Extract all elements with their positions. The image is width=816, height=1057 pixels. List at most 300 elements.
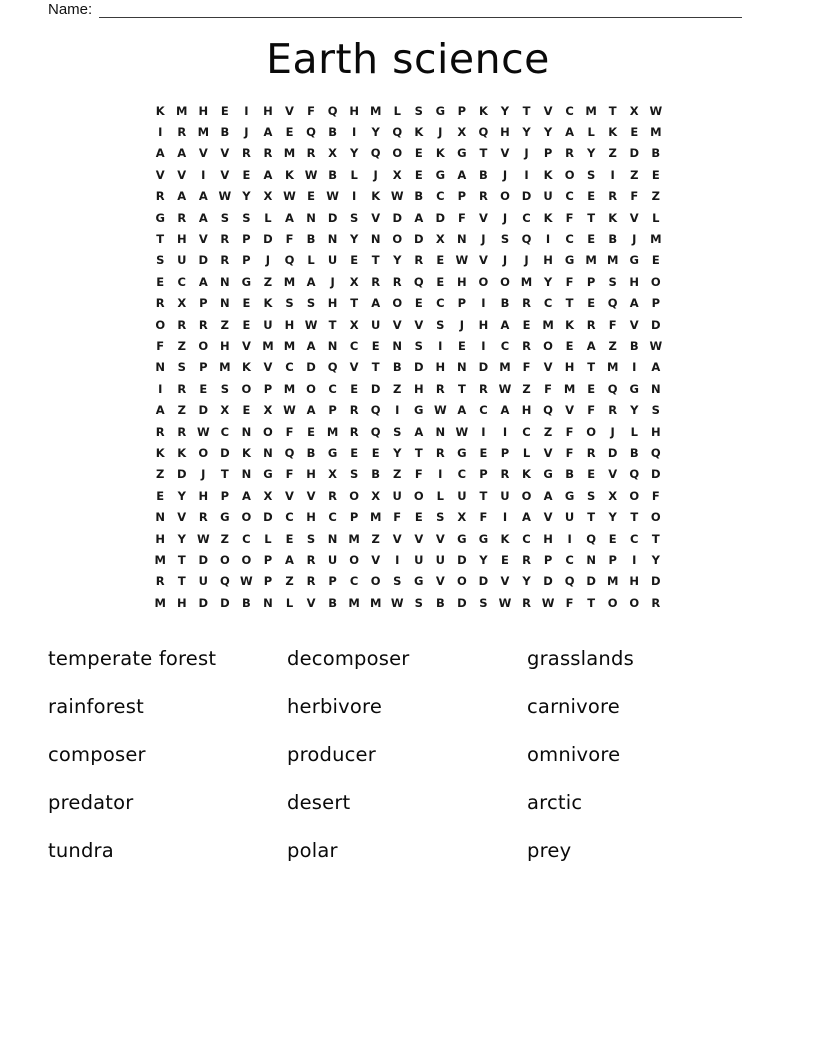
grid-letter: Z [220, 531, 230, 546]
grid-letter: H [284, 317, 295, 332]
grid-letter: F [156, 338, 165, 353]
grid-letter: G [155, 210, 165, 225]
grid-letter: E [501, 552, 509, 567]
grid-letter: I [438, 467, 443, 482]
grid-letter: G [241, 274, 252, 289]
grid-letter: T [587, 210, 596, 225]
grid-letter: M [326, 424, 339, 439]
grid-letter: T [565, 296, 574, 311]
grid-letter: O [349, 552, 360, 567]
grid-letter: Y [543, 125, 553, 140]
grid-letter: T [587, 510, 596, 525]
grid-letter: W [649, 103, 663, 118]
grid-letter: V [478, 253, 488, 268]
grid-letter: T [350, 296, 359, 311]
grid-letter: W [196, 531, 210, 546]
grid-letter: Z [651, 189, 660, 204]
grid-letter: Q [370, 424, 381, 439]
grid-letter: B [629, 338, 639, 353]
grid-row [149, 250, 666, 271]
grid-letter: D [220, 445, 230, 460]
grid-letter: L [522, 445, 531, 460]
grid-letter: G [263, 467, 273, 482]
grid-letter: R [565, 146, 575, 161]
word-list-item: predator [48, 790, 134, 814]
grid-letter: A [414, 210, 424, 225]
grid-letter: N [650, 381, 661, 396]
grid-letter: H [457, 274, 467, 289]
grid-letter: E [156, 488, 165, 503]
word-list-item: temperate forest [48, 646, 217, 670]
grid-letter: H [564, 360, 575, 375]
grid-letter: L [264, 210, 272, 225]
word-list-item: arctic [527, 790, 583, 814]
word-list-item: decomposer [287, 646, 410, 670]
grid-letter: R [522, 552, 531, 567]
grid-letter: A [457, 167, 467, 182]
grid-letter: Z [543, 424, 553, 439]
grid-letter: R [392, 274, 402, 289]
grid-letter: S [500, 232, 510, 247]
grid-letter: I [395, 403, 400, 418]
grid-letter: F [479, 510, 488, 525]
grid-letter: S [608, 274, 617, 289]
grid-letter: X [349, 317, 359, 332]
grid-letter: S [414, 338, 423, 353]
grid-letter: F [457, 210, 466, 225]
grid-letter: B [328, 125, 337, 140]
grid-letter: C [565, 103, 574, 118]
name-row [48, 1, 742, 18]
grid-letter: J [373, 167, 378, 182]
grid-letter: V [306, 488, 316, 503]
grid-letter: R [414, 253, 424, 268]
grid-letter: V [543, 103, 553, 118]
grid-letter: T [220, 467, 229, 482]
grid-letter: M [283, 381, 296, 396]
grid-letter: S [220, 381, 229, 396]
grid-letter: D [457, 595, 467, 610]
grid-letter: Y [479, 552, 488, 567]
grid-letter: K [543, 210, 553, 225]
grid-letter: G [435, 103, 446, 118]
grid-letter: J [330, 274, 335, 289]
grid-letter: V [392, 531, 402, 546]
grid-letter: Y [349, 146, 359, 161]
grid-letter: P [349, 510, 359, 525]
grid-letter: P [457, 103, 467, 118]
grid-letter: G [457, 445, 467, 460]
grid-letter: D [392, 210, 402, 225]
grid-letter: Q [607, 381, 618, 396]
grid-letter: A [500, 403, 510, 418]
grid-row [149, 549, 666, 570]
grid-letter: D [521, 189, 532, 204]
grid-letter: S [393, 574, 402, 589]
grid-letter: A [241, 488, 251, 503]
grid-letter: Y [608, 510, 617, 525]
grid-letter: R [586, 445, 596, 460]
grid-letter: I [244, 103, 249, 118]
grid-letter: M [283, 146, 296, 161]
grid-letter: F [522, 360, 531, 375]
grid-letter: W [218, 189, 232, 204]
grid-letter: D [263, 232, 273, 247]
grid-letter: G [220, 510, 230, 525]
grid-letter: P [263, 552, 273, 567]
grid-letter: S [436, 317, 445, 332]
grid-letter: B [220, 125, 230, 140]
grid-letter: Y [177, 488, 186, 503]
grid-letter: F [285, 424, 294, 439]
grid-letter: I [351, 125, 357, 140]
grid-letter: R [608, 403, 618, 418]
grid-letter: A [198, 210, 208, 225]
grid-letter: R [306, 146, 316, 161]
grid-letter: K [608, 210, 618, 225]
grid-letter: S [349, 210, 359, 225]
grid-letter: P [220, 488, 230, 503]
grid-letter: H [155, 531, 166, 546]
grid-letter: C [457, 467, 467, 482]
grid-letter: B [565, 467, 574, 482]
grid-letter: E [651, 167, 660, 182]
grid-letter: I [158, 381, 163, 396]
grid-letter: F [393, 510, 402, 525]
grid-letter: Q [306, 125, 316, 140]
grid-row [149, 357, 666, 378]
grid-letter: C [177, 274, 186, 289]
grid-letter: Q [543, 403, 553, 418]
grid-letter: O [241, 510, 252, 525]
grid-letter: R [177, 381, 187, 396]
grid-letter: V [198, 232, 208, 247]
grid-letter: O [650, 510, 661, 525]
grid-letter: R [608, 189, 618, 204]
grid-letter: W [326, 189, 339, 204]
grid-letter: X [371, 488, 381, 503]
grid-letter: M [585, 103, 597, 118]
grid-row [149, 143, 666, 164]
grid-letter: O [241, 552, 252, 567]
grid-letter: E [587, 189, 596, 204]
grid-letter: W [498, 381, 512, 396]
grid-letter: A [651, 360, 661, 375]
grid-letter: F [544, 381, 552, 396]
grid-letter: I [632, 360, 637, 375]
grid-letter: H [306, 467, 316, 482]
grid-letter: K [263, 296, 273, 311]
grid-letter: H [478, 317, 489, 332]
grid-row [149, 164, 666, 185]
grid-letter: A [155, 146, 165, 161]
grid-letter: G [457, 146, 467, 161]
grid-letter: M [176, 103, 188, 118]
grid-letter: G [564, 253, 575, 268]
grid-letter: X [263, 488, 273, 503]
grid-letter: O [629, 488, 640, 503]
grid-letter: U [198, 574, 208, 589]
grid-letter: H [629, 274, 640, 289]
grid-row [149, 421, 666, 442]
grid-letter: R [435, 445, 445, 460]
grid-letter: V [306, 595, 316, 610]
grid-letter: H [349, 103, 359, 118]
word-list-item: composer [48, 742, 146, 766]
grid-letter: A [285, 552, 294, 567]
grid-letter: V [500, 146, 510, 161]
grid-letter: U [457, 488, 467, 503]
grid-letter: O [586, 424, 597, 439]
grid-row [149, 528, 666, 549]
grid-letter: C [328, 381, 337, 396]
grid-letter: A [263, 125, 273, 140]
word-list-item: rainforest [48, 694, 144, 718]
grid-letter: M [585, 253, 597, 268]
grid-letter: Q [392, 125, 403, 140]
grid-letter: O [349, 488, 360, 503]
grid-letter: A [414, 424, 424, 439]
grid-row [149, 485, 666, 506]
grid-letter: I [502, 510, 508, 525]
grid-letter: A [177, 189, 187, 204]
grid-letter: F [608, 317, 617, 332]
grid-letter: N [327, 531, 338, 546]
grid-letter: X [349, 274, 359, 289]
grid-letter: R [651, 595, 661, 610]
grid-letter: X [608, 488, 618, 503]
grid-row [149, 378, 666, 399]
grid-letter: I [395, 552, 400, 567]
grid-letter: S [306, 296, 316, 311]
grid-letter: V [478, 210, 488, 225]
grid-letter: U [564, 510, 575, 525]
grid-letter: X [457, 125, 467, 140]
grid-letter: M [606, 253, 619, 268]
grid-letter: O [198, 445, 209, 460]
grid-letter: H [263, 103, 273, 118]
grid-letter: U [327, 253, 338, 268]
grid-row [149, 228, 666, 249]
grid-letter: C [328, 510, 337, 525]
grid-letter: C [565, 232, 574, 247]
grid-letter: C [565, 552, 574, 567]
grid-letter: Y [500, 103, 510, 118]
grid-letter: R [241, 146, 251, 161]
grid-letter: I [502, 424, 508, 439]
grid-letter: V [629, 317, 639, 332]
grid-letter: H [198, 488, 209, 503]
grid-letter: L [264, 531, 272, 546]
grid-letter: N [241, 424, 252, 439]
grid-letter: Z [608, 146, 617, 161]
grid-letter: E [307, 424, 315, 439]
grid-letter: M [650, 232, 662, 247]
grid-letter: E [630, 125, 639, 140]
grid-letter: C [349, 338, 359, 353]
grid-letter: E [565, 338, 574, 353]
grid-letter: B [629, 445, 639, 460]
grid-letter: W [390, 189, 404, 204]
grid-letter: I [632, 552, 637, 567]
grid-letter: A [543, 488, 553, 503]
grid-letter: V [371, 552, 381, 567]
grid-letter: K [241, 445, 251, 460]
grid-letter: C [500, 338, 510, 353]
grid-letter: D [198, 403, 209, 418]
grid-letter: B [306, 445, 316, 460]
grid-letter: P [328, 403, 337, 418]
word-list-item: tundra [48, 838, 114, 862]
grid-letter: S [587, 167, 596, 182]
grid-letter: U [177, 253, 187, 268]
grid-letter: R [306, 552, 316, 567]
grid-letter: T [608, 103, 617, 118]
grid-letter: N [241, 467, 252, 482]
grid-letter: H [543, 253, 553, 268]
grid-letter: E [522, 317, 531, 332]
grid-letter: O [241, 381, 252, 396]
grid-letter: P [263, 381, 273, 396]
grid-row [149, 271, 666, 292]
grid-letter: X [328, 467, 338, 482]
grid-letter: S [242, 210, 251, 225]
grid-letter: Z [285, 574, 294, 589]
grid-letter: J [459, 317, 464, 332]
grid-letter: T [651, 531, 660, 546]
grid-letter: R [155, 296, 165, 311]
grid-letter: D [651, 574, 661, 589]
page-title: Earth science [266, 35, 550, 83]
grid-letter: B [479, 167, 488, 182]
grid-letter: I [481, 296, 486, 311]
grid-letter: R [328, 488, 338, 503]
grid-letter: F [307, 103, 315, 118]
grid-letter: D [414, 232, 424, 247]
grid-letter: A [586, 338, 596, 353]
grid-letter: X [177, 296, 187, 311]
grid-letter: M [197, 125, 210, 140]
grid-letter: P [263, 574, 273, 589]
grid-letter: K [522, 467, 531, 482]
grid-letter: D [629, 146, 640, 161]
grid-letter: U [392, 488, 402, 503]
grid-letter: X [220, 403, 230, 418]
word-list [48, 634, 768, 874]
grid-letter: G [543, 467, 553, 482]
grid-letter: T [371, 360, 380, 375]
grid-letter: Q [327, 360, 338, 375]
grid-letter: J [201, 467, 206, 482]
grid-letter: A [198, 189, 208, 204]
grid-letter: U [414, 552, 424, 567]
grid-letter: K [435, 146, 445, 161]
grid-letter: G [435, 167, 446, 182]
grid-letter: L [285, 595, 294, 610]
grid-letter: Z [263, 274, 273, 289]
grid-letter: I [158, 125, 163, 140]
grid-letter: K [371, 189, 381, 204]
grid-letter: Y [349, 232, 359, 247]
grid-letter: M [369, 103, 382, 118]
grid-letter: O [543, 338, 553, 353]
grid-letter: M [283, 338, 296, 353]
grid-letter: V [371, 210, 381, 225]
grid-row [149, 592, 666, 613]
grid-letter: Q [650, 445, 661, 460]
grid-letter: H [543, 531, 553, 546]
grid-letter: E [156, 274, 165, 289]
grid-letter: I [201, 167, 206, 182]
grid-letter: Q [629, 467, 640, 482]
grid-letter: W [283, 189, 296, 204]
grid-letter: B [651, 146, 661, 161]
grid-letter: R [198, 317, 208, 332]
grid-letter: V [543, 445, 553, 460]
grid-letter: M [154, 595, 166, 610]
grid-letter: A [306, 274, 316, 289]
grid-letter: D [220, 595, 230, 610]
grid-letter: L [630, 424, 638, 439]
word-list-item: desert [287, 790, 351, 814]
grid-letter: E [587, 296, 596, 311]
grid-letter: N [263, 595, 273, 610]
grid-letter: T [177, 552, 186, 567]
grid-letter: R [349, 403, 359, 418]
grid-letter: H [176, 595, 187, 610]
grid-letter: V [177, 167, 187, 182]
grid-letter: A [177, 146, 187, 161]
grid-letter: C [522, 424, 531, 439]
grid-letter: B [306, 232, 316, 247]
grid-letter: V [241, 338, 251, 353]
grid-letter: K [478, 103, 488, 118]
grid-letter: E [350, 253, 359, 268]
grid-letter: S [177, 360, 186, 375]
grid-row [149, 100, 666, 121]
grid-letter: K [285, 167, 294, 182]
grid-letter: E [414, 167, 423, 182]
grid-letter: V [285, 488, 294, 503]
grid-letter: S [436, 510, 445, 525]
grid-letter: N [392, 338, 403, 353]
grid-letter: H [435, 360, 446, 375]
grid-letter: T [371, 253, 380, 268]
grid-letter: P [242, 253, 251, 268]
grid-letter: W [390, 595, 404, 610]
grid-letter: Q [370, 403, 381, 418]
grid-letter: K [177, 445, 187, 460]
grid-letter: R [522, 296, 531, 311]
grid-letter: Z [156, 467, 165, 482]
grid-letter: Z [220, 317, 230, 332]
grid-letter: R [198, 510, 208, 525]
grid-letter: L [393, 103, 401, 118]
grid-letter: R [220, 232, 230, 247]
grid-letter: J [244, 125, 249, 140]
grid-letter: S [651, 403, 660, 418]
grid-letter: N [327, 338, 338, 353]
grid-letter: O [263, 424, 273, 439]
grid-letter: G [478, 531, 489, 546]
grid-letter: O [629, 595, 640, 610]
grid-letter: K [414, 125, 424, 140]
grid-letter: E [285, 125, 294, 140]
word-list-item: omnivore [527, 742, 621, 766]
grid-letter: U [500, 488, 510, 503]
grid-letter: V [608, 467, 618, 482]
grid-letter: N [155, 360, 166, 375]
